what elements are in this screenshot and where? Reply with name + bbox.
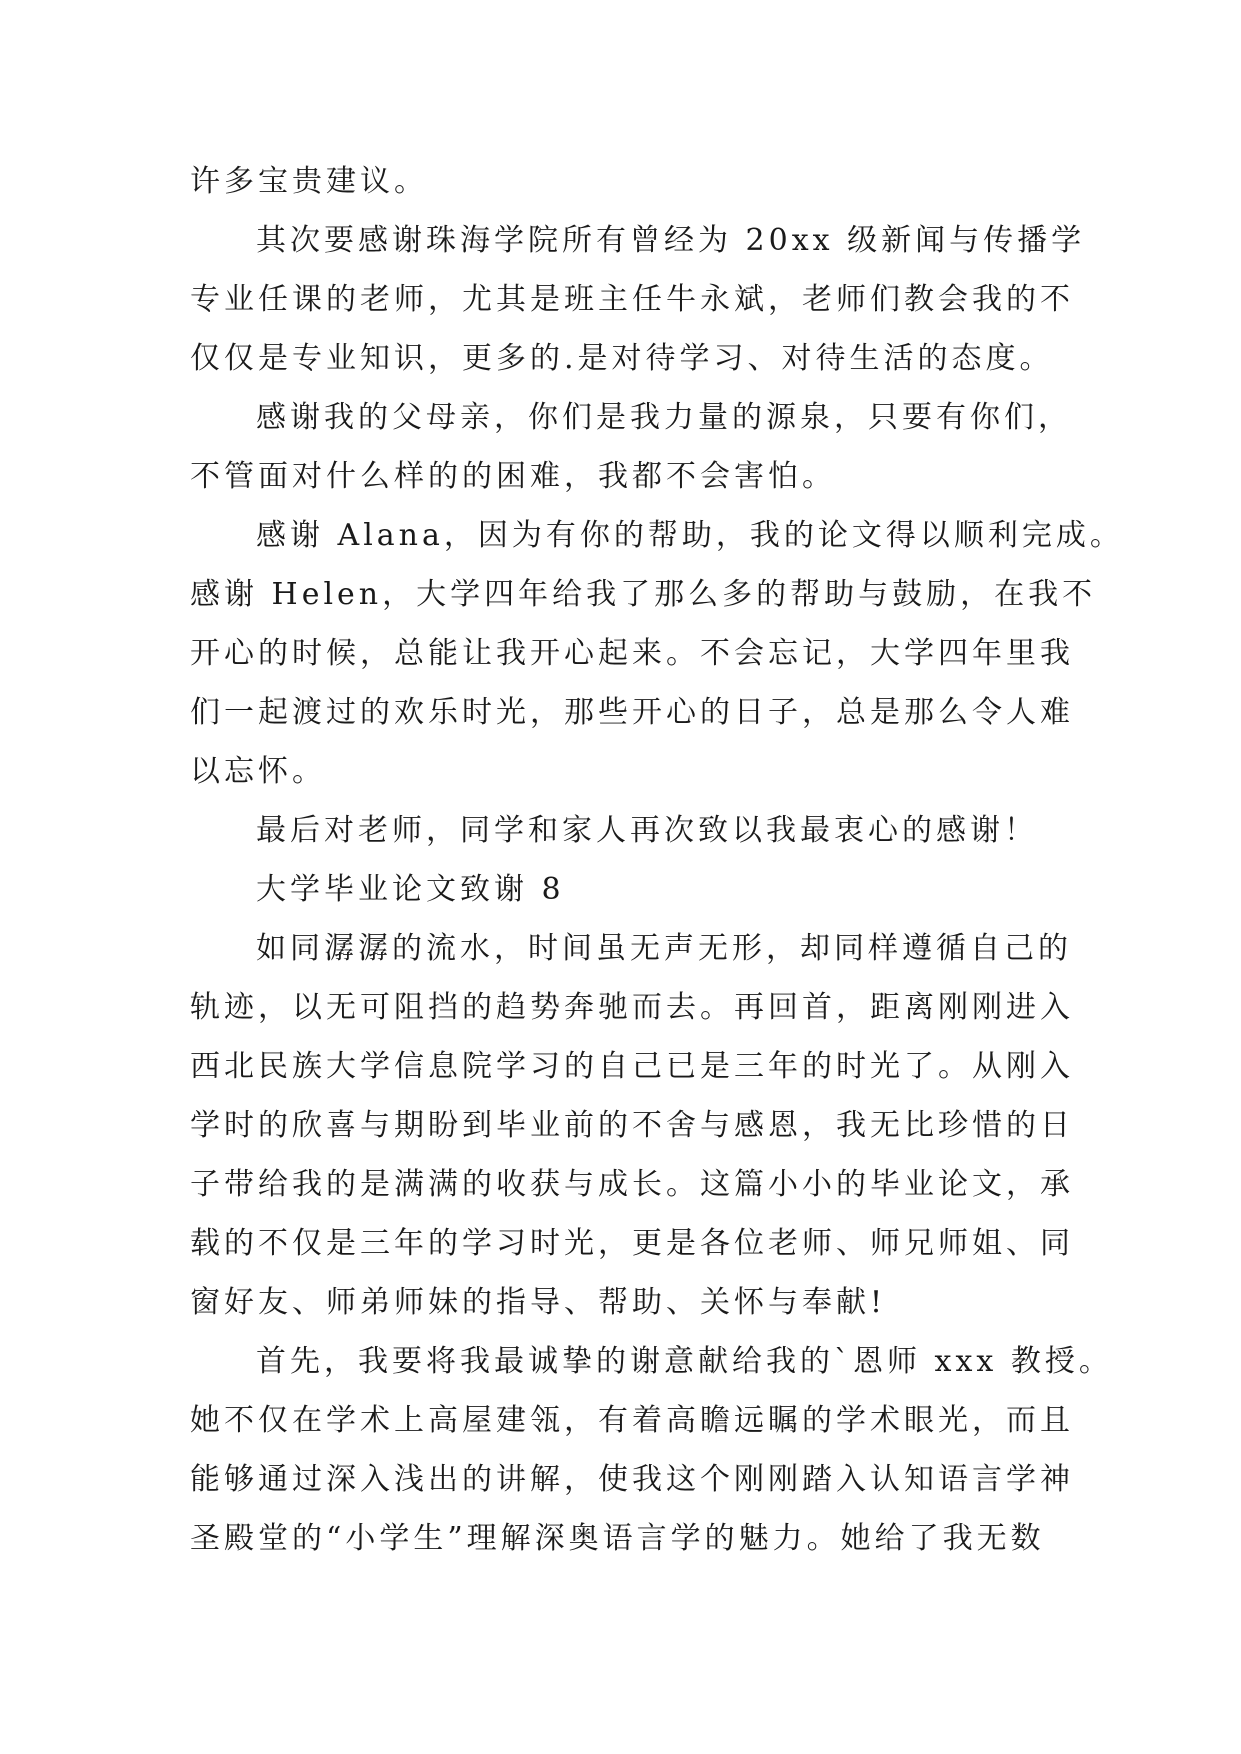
text-line: 首先，我要将我最诚挚的谢意献给我的`恩师 xxx 教授。	[256, 1344, 1113, 1379]
text-line: 载的不仅是三年的学习时光，更是各位老师、师兄师姐、同	[190, 1226, 1074, 1261]
text-line: 们一起渡过的欢乐时光，那些开心的日子，总是那么令人难	[190, 695, 1074, 730]
text-line: 感谢我的父母亲，你们是我力量的源泉，只要有你们，	[256, 400, 1072, 435]
text-line: 仅仅是专业知识，更多的.是对待学习、对待生活的态度。	[190, 341, 1054, 376]
text-line: 以忘怀。	[190, 754, 326, 789]
text-line: 她不仅在学术上高屋建瓴，有着高瞻远瞩的学术眼光，而且	[190, 1403, 1074, 1438]
text-line: 开心的时候，总能让我开心起来。不会忘记，大学四年里我	[190, 636, 1074, 671]
section-heading: 大学毕业论文致谢 8	[256, 872, 565, 907]
document-body	[190, 152, 1124, 1568]
text-line: 西北民族大学信息院学习的自己已是三年的时光了。从刚入	[190, 1049, 1074, 1084]
text-line: 不管面对什么样的的困难，我都不会害怕。	[190, 459, 836, 494]
text-line: 感谢 Helen，大学四年给我了那么多的帮助与鼓励，在我不	[190, 577, 1097, 612]
text-line: 圣殿堂的“小学生”理解深奥语言学的魅力。她给了我无数	[190, 1521, 1045, 1556]
text-line: 学时的欣喜与期盼到毕业前的不舍与感恩，我无比珍惜的日	[190, 1108, 1074, 1143]
text-line: 最后对老师，同学和家人再次致以我最衷心的感谢！	[256, 813, 1038, 848]
text-line: 如同潺潺的流水，时间虽无声无形，却同样遵循自己的	[256, 931, 1072, 966]
text-line: 感谢 Alana，因为有你的帮助，我的论文得以顺利完成。	[256, 518, 1124, 553]
text-line: 许多宝贵建议。	[190, 164, 428, 199]
text-line: 轨迹，以无可阻挡的趋势奔驰而去。再回首，距离刚刚进入	[190, 990, 1074, 1025]
text-line: 窗好友、师弟师妹的指导、帮助、关怀与奉献!	[190, 1285, 887, 1320]
text-line: 能够通过深入浅出的讲解，使我这个刚刚踏入认知语言学神	[190, 1462, 1074, 1497]
text-line: 其次要感谢珠海学院所有曾经为 20xx 级新闻与传播学	[256, 223, 1086, 258]
text-line: 专业任课的老师，尤其是班主任牛永斌，老师们教会我的不	[190, 282, 1074, 317]
text-line: 子带给我的是满满的收获与成长。这篇小小的毕业论文，承	[190, 1167, 1074, 1202]
